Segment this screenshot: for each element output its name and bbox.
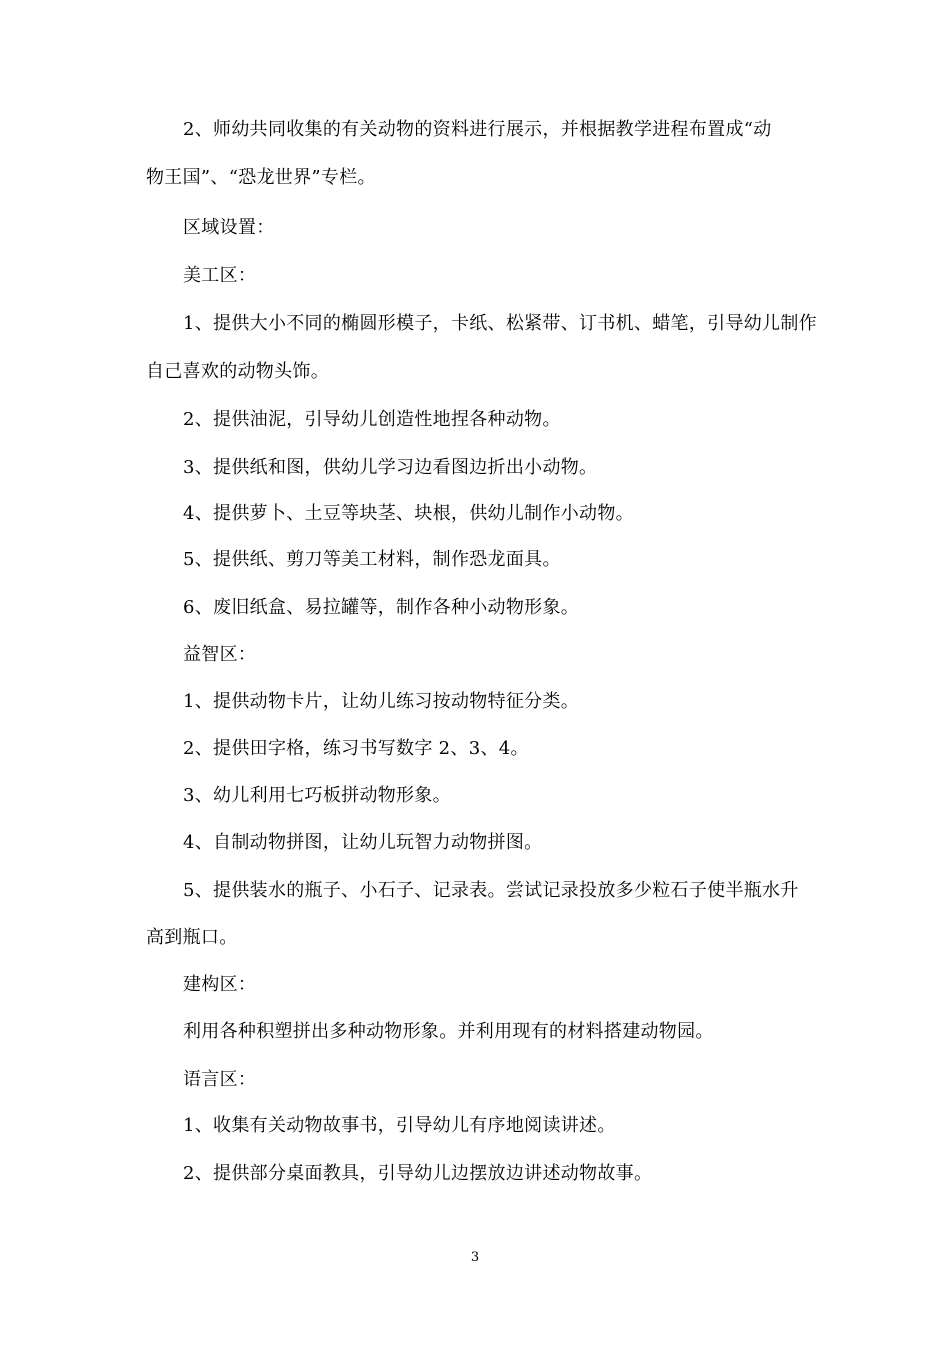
section-heading: 语言区： xyxy=(183,1069,257,1090)
paragraph-line: 利用各种积塑拼出多种动物形象。并利用现有的材料搭建动物园。 xyxy=(183,1021,714,1042)
paragraph-line: 3、幼儿利用七巧板拼动物形象。 xyxy=(183,785,451,806)
section-heading: 美工区： xyxy=(183,265,257,286)
paragraph-line: 4、自制动物拼图，让幼儿玩智力动物拼图。 xyxy=(183,832,543,853)
paragraph-line: 2、提供部分桌面教具，引导幼儿边摆放边讲述动物故事。 xyxy=(183,1163,653,1184)
paragraph-line: 2、提供油泥，引导幼儿创造性地捏各种动物。 xyxy=(183,409,561,430)
paragraph-line: 5、提供装水的瓶子、小石子、记录表。尝试记录投放多少粒石子使半瓶水升 xyxy=(183,880,799,901)
paragraph-line: 1、提供大小不同的椭圆形模子，卡纸、松紧带、订书机、蜡笔，引导幼儿制作 xyxy=(183,313,817,334)
paragraph-line: 5、提供纸、剪刀等美工材料，制作恐龙面具。 xyxy=(183,549,561,570)
section-heading: 区域设置： xyxy=(183,217,275,238)
paragraph-line: 自己喜欢的动物头饰。 xyxy=(146,361,329,382)
section-heading: 益智区： xyxy=(183,644,257,665)
page-number: 3 xyxy=(470,1250,480,1265)
paragraph-line: 2、师幼共同收集的有关动物的资料进行展示，并根据教学进程布置成“动 xyxy=(183,119,772,140)
section-heading: 建构区： xyxy=(183,974,257,995)
paragraph-line: 1、提供动物卡片，让幼儿练习按动物特征分类。 xyxy=(183,691,580,712)
paragraph-line: 物王国”、“恐龙世界”专栏。 xyxy=(146,167,376,188)
paragraph-line: 1、收集有关动物故事书，引导幼儿有序地阅读讲述。 xyxy=(183,1115,616,1136)
paragraph-line: 2、提供田字格，练习书写数字 2、3、4。 xyxy=(183,738,529,759)
paragraph-line: 4、提供萝卜、土豆等块茎、块根，供幼儿制作小动物。 xyxy=(183,503,634,524)
paragraph-line: 3、提供纸和图，供幼儿学习边看图边折出小动物。 xyxy=(183,457,598,478)
paragraph-line: 高到瓶口。 xyxy=(146,927,238,948)
paragraph-line: 6、废旧纸盒、易拉罐等，制作各种小动物形象。 xyxy=(183,597,580,618)
